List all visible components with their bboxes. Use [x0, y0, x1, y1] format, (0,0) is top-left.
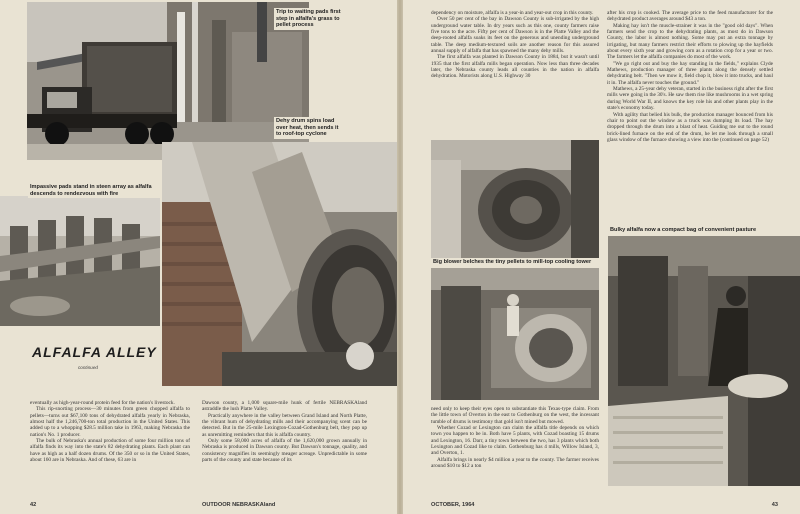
- caption-photo-2: Dehy drum spins load over heat, then sends it to roof-top cyclone: [274, 117, 346, 139]
- paragraph: Mathews, a 25-year dehy veteran, started in the business right after the first mills were going in the 30's. He saw them rise like mushrooms in a wet spring during World War II, and knows the key role his and other plants play in the state's economy today.: [607, 86, 773, 112]
- page-number-right: 43: [771, 502, 778, 508]
- paragraph: The bulk of Nebraska's annual production of some four million tons of alfalfa finds its way into the state's 82 dehydrating plants. Each plant can have as high as a half dozen drums. Of the 350 or so in the United States, about 160 are in Nebraska. And of these, 63 are in: [30, 438, 190, 464]
- issue-date: OCTOBER, 1964: [431, 502, 475, 508]
- photo-mill-worker: [431, 268, 599, 400]
- caption-photo-1: Trip to waiting pads first step in alfalfa's grass to pellet process: [274, 8, 346, 30]
- paragraph: Dawson county, a 1,000 square-mile hunk of fertile NEBRASKAland astraddle the lush Platte Valley.: [202, 400, 367, 413]
- article-headline: ALFALFA ALLEY: [32, 344, 157, 360]
- paragraph: Only some 58,000 acres of alfalfa of the 1,620,000 grown annually in Nebraska is produced in Dawson county. But Dawson's tonnage, quality, and consistency magnifies its seemingly meager acreage. Unpredictable in some parts of the county and state because of its: [202, 438, 367, 464]
- photo-dehy-drum: [162, 142, 397, 386]
- paragraph: Making hay isn't the muscle-strainer it was in the "good old days". When farmers send the crop to the dehydrating plants, as most do in Dawson County, the labor is almost nothing. Some may put an extra tonnage by irrigating, but many farmers restrict their efforts to plowing up the hayfields about every sixth year and growing corn as a rotation crop for a year or two. The farmers let the alfalfa companies do most of the work.: [607, 22, 773, 61]
- paragraph: dependency on moisture, alfalfa is a year-in and year-out crop in this county.: [431, 10, 594, 16]
- magazine-title: OUTDOOR NEBRASKAland: [202, 502, 276, 508]
- paragraph: eventually as high-year-round protein feed for the nation's livestock.: [30, 400, 175, 406]
- right-text-column-3: [431, 406, 599, 469]
- paragraph: after his crop is cooked. The average price to the feed manufacturer for the dehydrated product averages around $43 a ton.: [607, 10, 773, 23]
- paragraph: The first alfalfa was planted in Dawson County in 1884, but it wasn't until 1935 that the first alfalfa mills began operation. Now less than three decades later, the Nebraska county leads all counties in the nation in alfalfa dehydration. Motorists along U.S. Highway 30: [431, 54, 599, 80]
- photo-blower: [431, 140, 599, 258]
- paragraph: Over 50 per cent of the bay in Dawson County is sub-irrigated by the high underground water table. In dry years such as this one, county farmers raise five tons to the acre. Fifty per cent of Dawson is in the Platte Valley and the deep-rooted alfalfa soaks its feet on the generous and unending underground table. The deep medium-textured soils are another reason for this assured annual supply of alfalfa that has spawned the many dehy mills.: [431, 16, 599, 55]
- left-text-column-1: [30, 400, 190, 463]
- continued-label: continued: [78, 365, 98, 370]
- photo-pellet-bag: [608, 236, 800, 486]
- paragraph: "We go right out and buy the hay standing in the fields," explains Clyde Mathews, production manager of three plants along the densely settled dehydrating belt. "Then we mow it, field chop it, blow it into trucks, and haul it in. The alfalfa never touches the ground.": [607, 60, 773, 86]
- right-text-column-1: [431, 10, 599, 80]
- left-text-column-2: [202, 400, 367, 463]
- paragraph: Practically anywhere in the valley between Grand Island and North Platte, the vibrant hum of dehydrating mills and their accompanying scent can be detected. But in the 25-mile Lexington-Cozad-Gothenburg belt, they pop up as unremitting reminders that this is alfalfa country.: [202, 412, 367, 438]
- paragraph: This rip-snorting process—30 minutes from green chopped alfalfa to pellets—turns out $67,100 tons of dehydrated alfalfa yearly in Nebraska, almost half the 1,246,700-ton total production in the United States. This added up to a whopping $28.5 million take in 1963, making Nebraska the nation's No. 1 producer.: [30, 406, 190, 438]
- paragraph: need only to keep their eyes open to substantiate this Texas-type claim. From the little town of Overton in the east to Gothenburg on the west, the incessant tumble of drums is testimony that gold isn't mined but mowed.: [431, 406, 599, 425]
- left-page: [0, 0, 397, 514]
- right-page: [403, 0, 800, 514]
- page-number-left: 42: [30, 502, 37, 508]
- photo-truck-plant: [27, 2, 309, 160]
- paragraph: Whether Cozad or Lexington can claim the alfalfa title depends on which town you happen to be in. Both have 5 plants, with Cozad boasting 15 drums and Lexington, 16. Darr, a tiny town between the two, has 3 plants which both Lexington and Cozad like to claim. Gothenburg has 4 mills, Willow Island, 3, and Overton, 1.: [431, 425, 599, 457]
- photo-steel-pads: [0, 196, 160, 326]
- caption-bag: Bulky alfalfa now a compact bag of convenient pasture: [608, 226, 800, 235]
- caption-photo-3: Impassive pads stand in steen array as alfalfa descends to rendezvous with fire: [28, 183, 162, 198]
- paragraph: Alfalfa brings in nearly $4 million a year to the county. The farmer receives around $10 to $12 a ton: [431, 456, 599, 470]
- paragraph: With agility that belied his bulk, the production manager bounced from his chair to point out the window as a truck was dumping its load. The hay dropped through the drum into a blast of heat. Guiding me out to the round brick-lined furnace on the end of the drum, he let me look through a small glass window of the furnace showing a view into the (continued on page 52): [607, 111, 773, 143]
- caption-blower: Big blower belches the tiny pellets to mill-top cooling tower: [431, 258, 605, 267]
- right-text-column-2: [607, 10, 773, 143]
